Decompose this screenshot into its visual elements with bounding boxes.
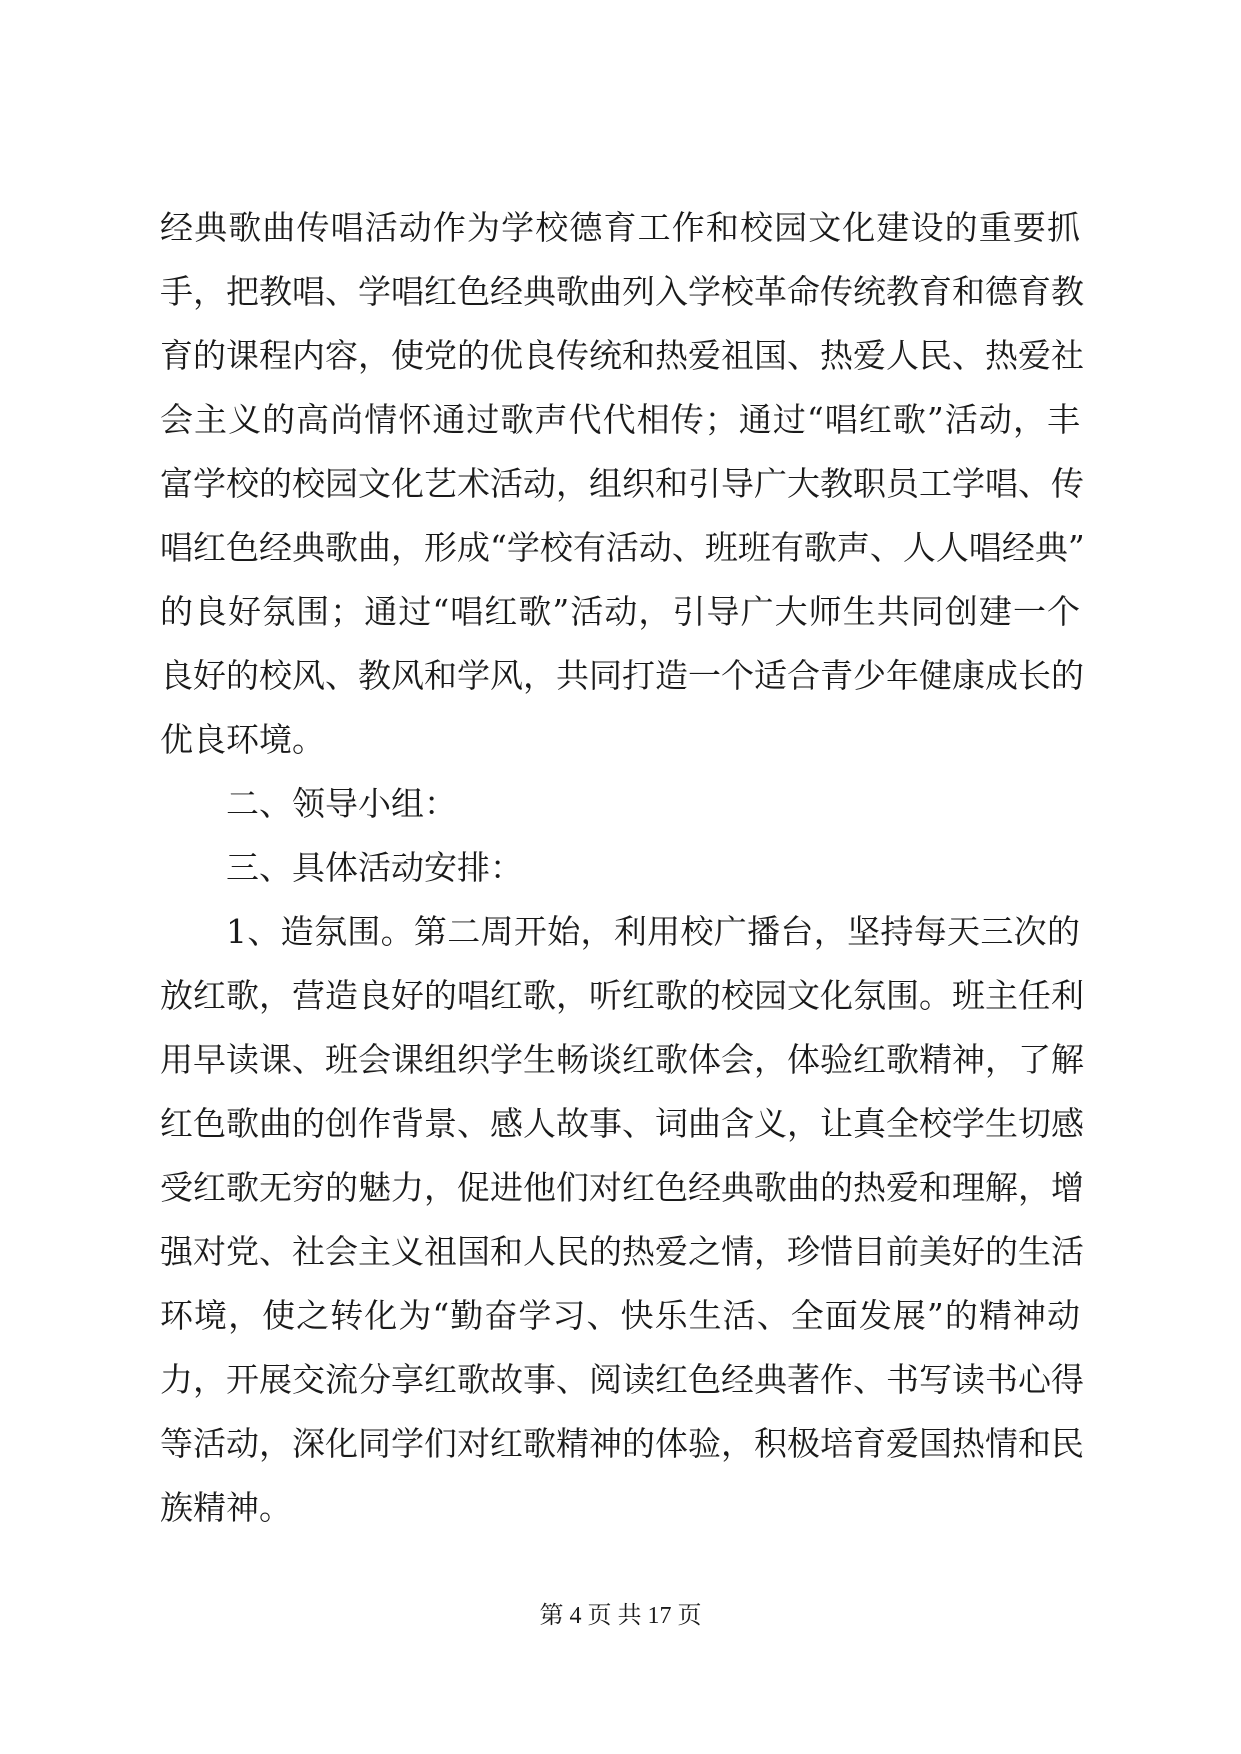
body-text-line: 放红歌，营造良好的唱红歌，听红歌的校园文化氛围。班主任利 (160, 976, 1084, 1015)
body-text-line: 力，开展交流分享红歌故事、阅读红色经典著作、书写读书心得 (160, 1360, 1084, 1399)
body-text-line: 受红歌无穷的魅力，促进他们对红色经典歌曲的热爱和理解，增 (160, 1168, 1084, 1207)
body-text-line: 富学校的校园文化艺术活动，组织和引导广大教职员工学唱、传 (160, 464, 1084, 503)
body-text-line: 良好的校风、教风和学风，共同打造一个适合青少年健康成长的 (160, 656, 1084, 695)
section-heading-activity-arrangement: 三、具体活动安排： (226, 848, 523, 887)
page-number-footer: 第 4 页 共 17 页 (539, 1603, 702, 1629)
body-text-line: 经典歌曲传唱活动作为学校德育工作和校园文化建设的重要抓 (160, 208, 1080, 247)
body-text-line: 族精神。 (160, 1488, 292, 1527)
body-text-line: 育的课程内容，使党的优良传统和热爱祖国、热爱人民、热爱社 (160, 336, 1084, 375)
body-text-line: 等活动，深化同学们对红歌精神的体验，积极培育爱国热情和民 (160, 1424, 1084, 1463)
body-text-line: 会主义的高尚情怀通过歌声代代相传；通过“唱红歌”活动，丰 (160, 400, 1080, 439)
body-text-line: 手，把教唱、学唱红色经典歌曲列入学校革命传统教育和德育教 (160, 272, 1084, 311)
section-heading-leadership-group: 二、领导小组： (226, 784, 457, 823)
body-text-line: 的良好氛围；通过“唱红歌”活动，引导广大师生共同创建一个 (160, 592, 1080, 631)
body-text-line: 唱红色经典歌曲，形成“学校有活动、班班有歌声、人人唱经典” (160, 528, 1085, 567)
body-text-line: 优良环境。 (160, 720, 325, 759)
body-text-line: 强对党、社会主义祖国和人民的热爱之情，珍惜目前美好的生活 (160, 1232, 1084, 1271)
body-text-line: 环境，使之转化为“勤奋学习、快乐生活、全面发展”的精神动 (160, 1296, 1080, 1335)
body-text-line: 用早读课、班会课组织学生畅谈红歌体会，体验红歌精神，了解 (160, 1040, 1084, 1079)
body-text-line: 1、造氛围。第二周开始，利用校广播台，坚持每天三次的 (226, 912, 1080, 951)
body-text-line: 红色歌曲的创作背景、感人故事、词曲含义，让真全校学生切感 (160, 1104, 1084, 1143)
